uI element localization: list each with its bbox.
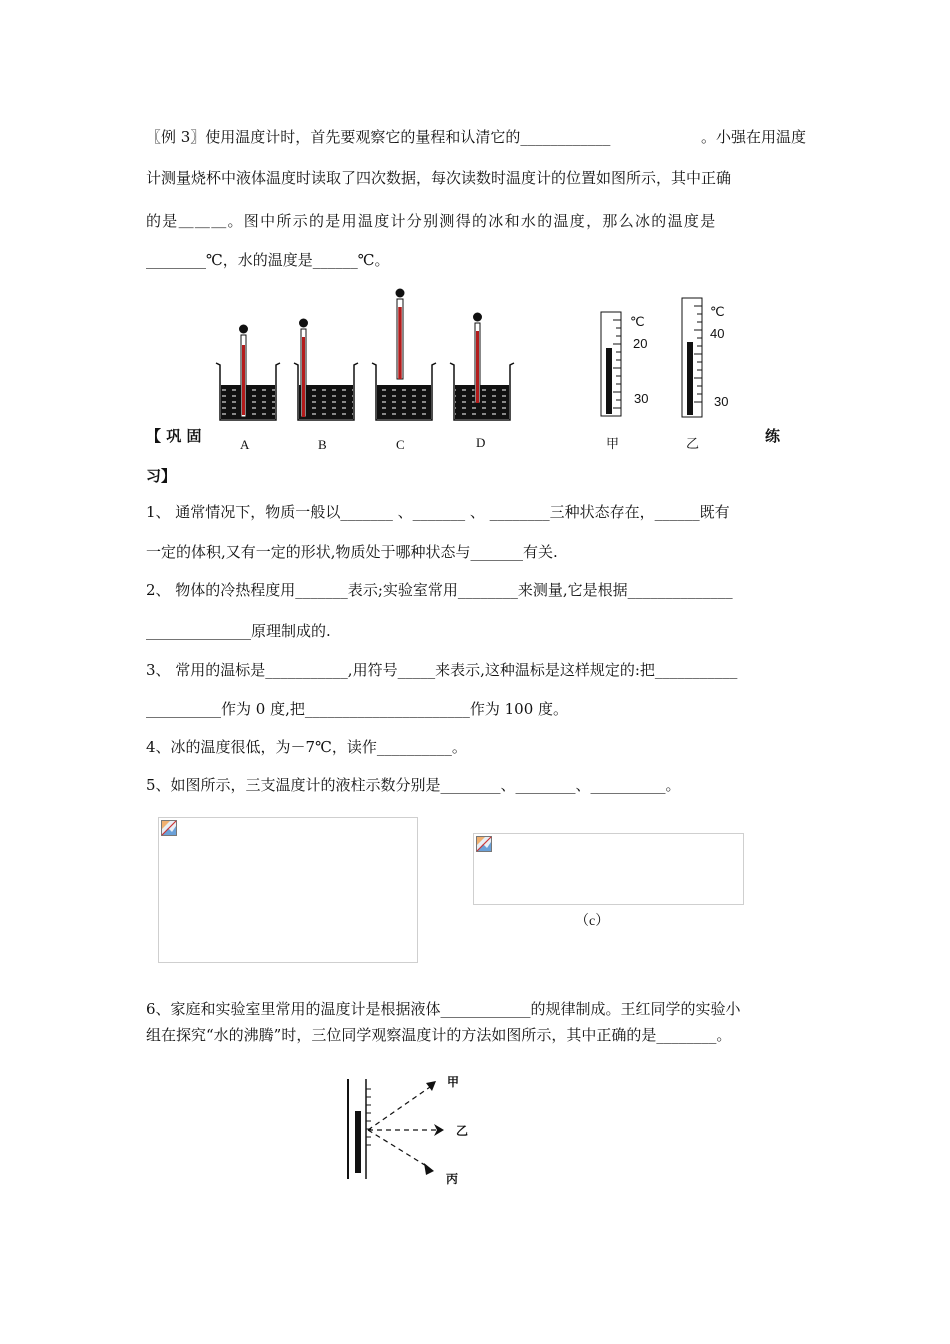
question-6-line1: 6、家庭和实验室里常用的温度计是根据液体____________的规律制成。王红同学的实验小	[146, 1000, 741, 1018]
example3-line4: ________℃，水的温度是______℃。	[146, 251, 390, 269]
question-2-line2: ______________原理制成的.	[146, 622, 331, 640]
beakers-figure	[210, 285, 510, 435]
thermometer-yi-bottom: 30	[714, 394, 729, 409]
beaker-label-c: C	[396, 437, 405, 452]
question-2-line1: 2、 物体的冷热程度用_______表示;实验室常用________来测量,它是根据______________	[146, 581, 733, 599]
question-5-image-left	[158, 817, 418, 963]
question-3-line1: 3、 常用的温标是___________,用符号_____来表示,这种温标是这样规定的:把___________	[146, 661, 738, 679]
beaker-label-b: B	[318, 437, 327, 452]
question-4: 4、冰的温度很低，为－7℃，读作__________。	[146, 738, 467, 756]
observer-yi: 乙	[456, 1124, 469, 1138]
example3-line3: 的是＿＿＿。图中所示的是用温度计分别测得的冰和水的温度，那么冰的温度是	[146, 212, 717, 230]
section-heading-part3: 习】	[146, 467, 177, 485]
question-5: 5、如图所示，三支温度计的液柱示数分别是________、________、__________。	[146, 776, 681, 794]
beaker-label-d: D	[476, 435, 486, 450]
question-5-caption: （c）	[575, 914, 610, 929]
broken-image-icon	[476, 836, 492, 852]
thermometer-yi	[674, 294, 714, 419]
example3-line1	[146, 127, 806, 147]
thermometer-yi-unit: ℃	[710, 304, 725, 319]
thermometer-jia-label: 甲	[606, 436, 620, 451]
broken-image-icon	[161, 820, 177, 836]
thermometer-jia-bottom: 30	[634, 391, 649, 406]
thermometer-yi-label: 乙	[686, 436, 700, 451]
question-5-image-right	[473, 833, 744, 905]
thermometer-jia-unit: ℃	[630, 314, 645, 329]
thermometer-jia	[593, 308, 633, 418]
beaker-b	[294, 319, 358, 421]
section-heading-part1: 【 巩 固	[146, 427, 202, 445]
observer-bing: 丙	[446, 1172, 459, 1186]
beaker-d	[450, 313, 514, 421]
observer-jia: 甲	[447, 1075, 460, 1089]
example3-line1b: 。小强在用温度	[700, 128, 806, 146]
beaker-c	[372, 289, 436, 421]
beaker-a	[216, 325, 280, 421]
example3-line2: 计测量烧杯中液体温度时读取了四次数据，每次读数时温度计的位置如图所示，其中正确	[146, 169, 732, 187]
beaker-label-a: A	[240, 437, 250, 452]
question-6-line2: 组在探究“水的沸腾”时，三位同学观察温度计的方法如图所示，其中正确的是________。	[146, 1026, 732, 1044]
thermometer-jia-top: 20	[633, 336, 648, 351]
example3-line1a: 〖例 3〗使用温度计时，首先要观察它的量程和认清它的____________	[146, 128, 611, 146]
thermometer-yi-top: 40	[710, 326, 725, 341]
question-3-line2: __________作为 0 度,把______________________作为 100 度。	[146, 700, 569, 718]
question-1-line1: 1、 通常情况下，物质一般以_______ 、_______ 、 ________三种状态存在，______既有	[146, 503, 730, 521]
section-heading-part2: 练	[765, 427, 781, 445]
question-1-line2: 一定的体积,又有一定的形状,物质处于哪种状态与_______有关.	[146, 543, 558, 561]
